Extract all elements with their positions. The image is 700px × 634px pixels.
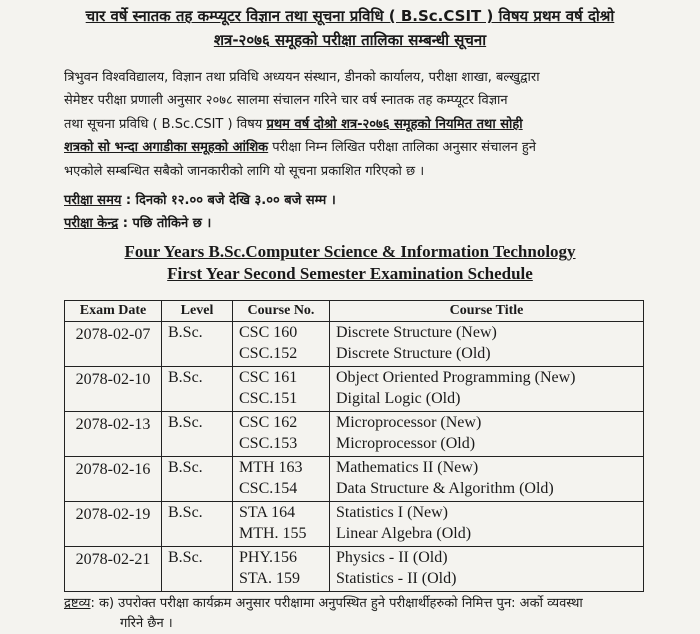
- body-line: तथा सूचना प्रविधि ( B.Sc.CSIT ) विषय प्रथम वर्ष दोश्रो शत्र-२०७६ समूहको नियमित तथा सोही: [64, 116, 523, 132]
- course-no: CSC 162 CSC.153: [233, 412, 330, 457]
- course-title: Mathematics II (New) Data Structure & Algorithm (Old): [330, 457, 644, 502]
- course-no: PHY.156 STA. 159: [233, 547, 330, 592]
- schedule-title-line1: Four Years B.Sc.Computer Science & Information Technology: [124, 242, 576, 261]
- course-title: Microprocessor (New) Microprocessor (Old): [330, 412, 644, 457]
- note-line: गरिने छैन ।: [120, 616, 173, 631]
- header-course-no: Course No.: [233, 301, 330, 322]
- exam-date: 2078-02-07: [65, 322, 162, 367]
- course-title: Discrete Structure (New) Discrete Structure (Old): [330, 322, 644, 367]
- note-section: [64, 594, 694, 634]
- exam-centre-value: : पछि तोकिने छ ।: [118, 216, 212, 231]
- exam-time-label: परीक्षा समय: [64, 193, 122, 208]
- notice-title-line2: शत्र-२०७६ समूहको परीक्षा तालिका सम्बन्धी सूचना: [213, 31, 487, 49]
- header-level: Level: [162, 301, 233, 322]
- table-row: [65, 547, 644, 592]
- course-title: Statistics I (New) Linear Algebra (Old): [330, 502, 644, 547]
- table-row: [65, 457, 644, 502]
- level: B.Sc.: [162, 412, 233, 457]
- note-label: द्रष्टव्य: [64, 596, 91, 611]
- exam-date: 2078-02-10: [65, 367, 162, 412]
- note-line: द्रष्टव्य: क) उपरोक्त परीक्षा कार्यक्रम अनुसार परीक्षामा अनुपस्थित हुने परीक्षार्थीहरुको निमित्त पुन: अर्को व्यवस्था: [64, 596, 583, 611]
- body-line: भएकोले सम्बन्धित सबैको जानकारीको लागि यो सूचना प्रकाशित गरिएको छ ।: [64, 163, 425, 179]
- level: B.Sc.: [162, 502, 233, 547]
- exam-date: 2078-02-21: [65, 547, 162, 592]
- table-row: [65, 367, 644, 412]
- course-title: Object Oriented Programming (New) Digital Logic (Old): [330, 367, 644, 412]
- course-no: CSC 160 CSC.152: [233, 322, 330, 367]
- table-row: [65, 412, 644, 457]
- exam-schedule-table: [64, 300, 644, 592]
- table-row: [65, 502, 644, 547]
- level: B.Sc.: [162, 547, 233, 592]
- body-emphasis: शत्रको सो भन्दा अगाडीका समूहको आंशिक: [64, 140, 269, 156]
- level: B.Sc.: [162, 457, 233, 502]
- table-header-row: [65, 301, 644, 322]
- exam-date: 2078-02-19: [65, 502, 162, 547]
- body-emphasis: प्रथम वर्ष दोश्रो शत्र-२०७६ समूहको नियमित तथा सोही: [266, 116, 523, 132]
- body-line: त्रिभुवन विश्वविद्यालय, विज्ञान तथा प्रविधि अध्ययन संस्थान, डीनको कार्यालय, परीक्षा शाखा, बल्खुद्वारा: [64, 70, 540, 85]
- level: B.Sc.: [162, 322, 233, 367]
- notice-body: [64, 66, 676, 183]
- course-title: Physics - II (Old) Statistics - II (Old): [330, 547, 644, 592]
- body-line: सेमेष्टर परीक्षा प्रणाली अनुसार २०७८ सालमा संचालन गरिने चार वर्ष स्नातक तह कम्प्यूटर विज्ञान: [64, 93, 508, 109]
- body-line: शत्रको सो भन्दा अगाडीका समूहको आंशिक परीक्षा निम्न लिखित परीक्षा तालिका अनुसार संचालन हुने: [64, 140, 536, 156]
- schedule-title-line2: First Year Second Semester Examination Schedule: [167, 264, 533, 283]
- level: B.Sc.: [162, 367, 233, 412]
- exam-centre-label: परीक्षा केन्द्र: [64, 216, 119, 231]
- notice-title-line1: चार वर्षे स्नातक तह कम्प्यूटर विज्ञान तथा सूचना प्रविधि ( B.Sc.CSIT ) विषय प्रथम वर्ष दोश्रो: [85, 7, 615, 25]
- exam-date: 2078-02-13: [65, 412, 162, 457]
- exam-time-value: : दिनको १२.०० बजे देखि ३.०० बजे सम्म ।: [121, 193, 336, 208]
- course-no: STA 164 MTH. 155: [233, 502, 330, 547]
- course-no: MTH 163 CSC.154: [233, 457, 330, 502]
- exam-time: [64, 190, 336, 208]
- course-no: CSC 161 CSC.151: [233, 367, 330, 412]
- exam-date: 2078-02-16: [65, 457, 162, 502]
- header-course-title: Course Title: [330, 301, 644, 322]
- exam-centre: [64, 213, 211, 231]
- table-row: [65, 322, 644, 367]
- header-exam-date: Exam Date: [65, 301, 162, 322]
